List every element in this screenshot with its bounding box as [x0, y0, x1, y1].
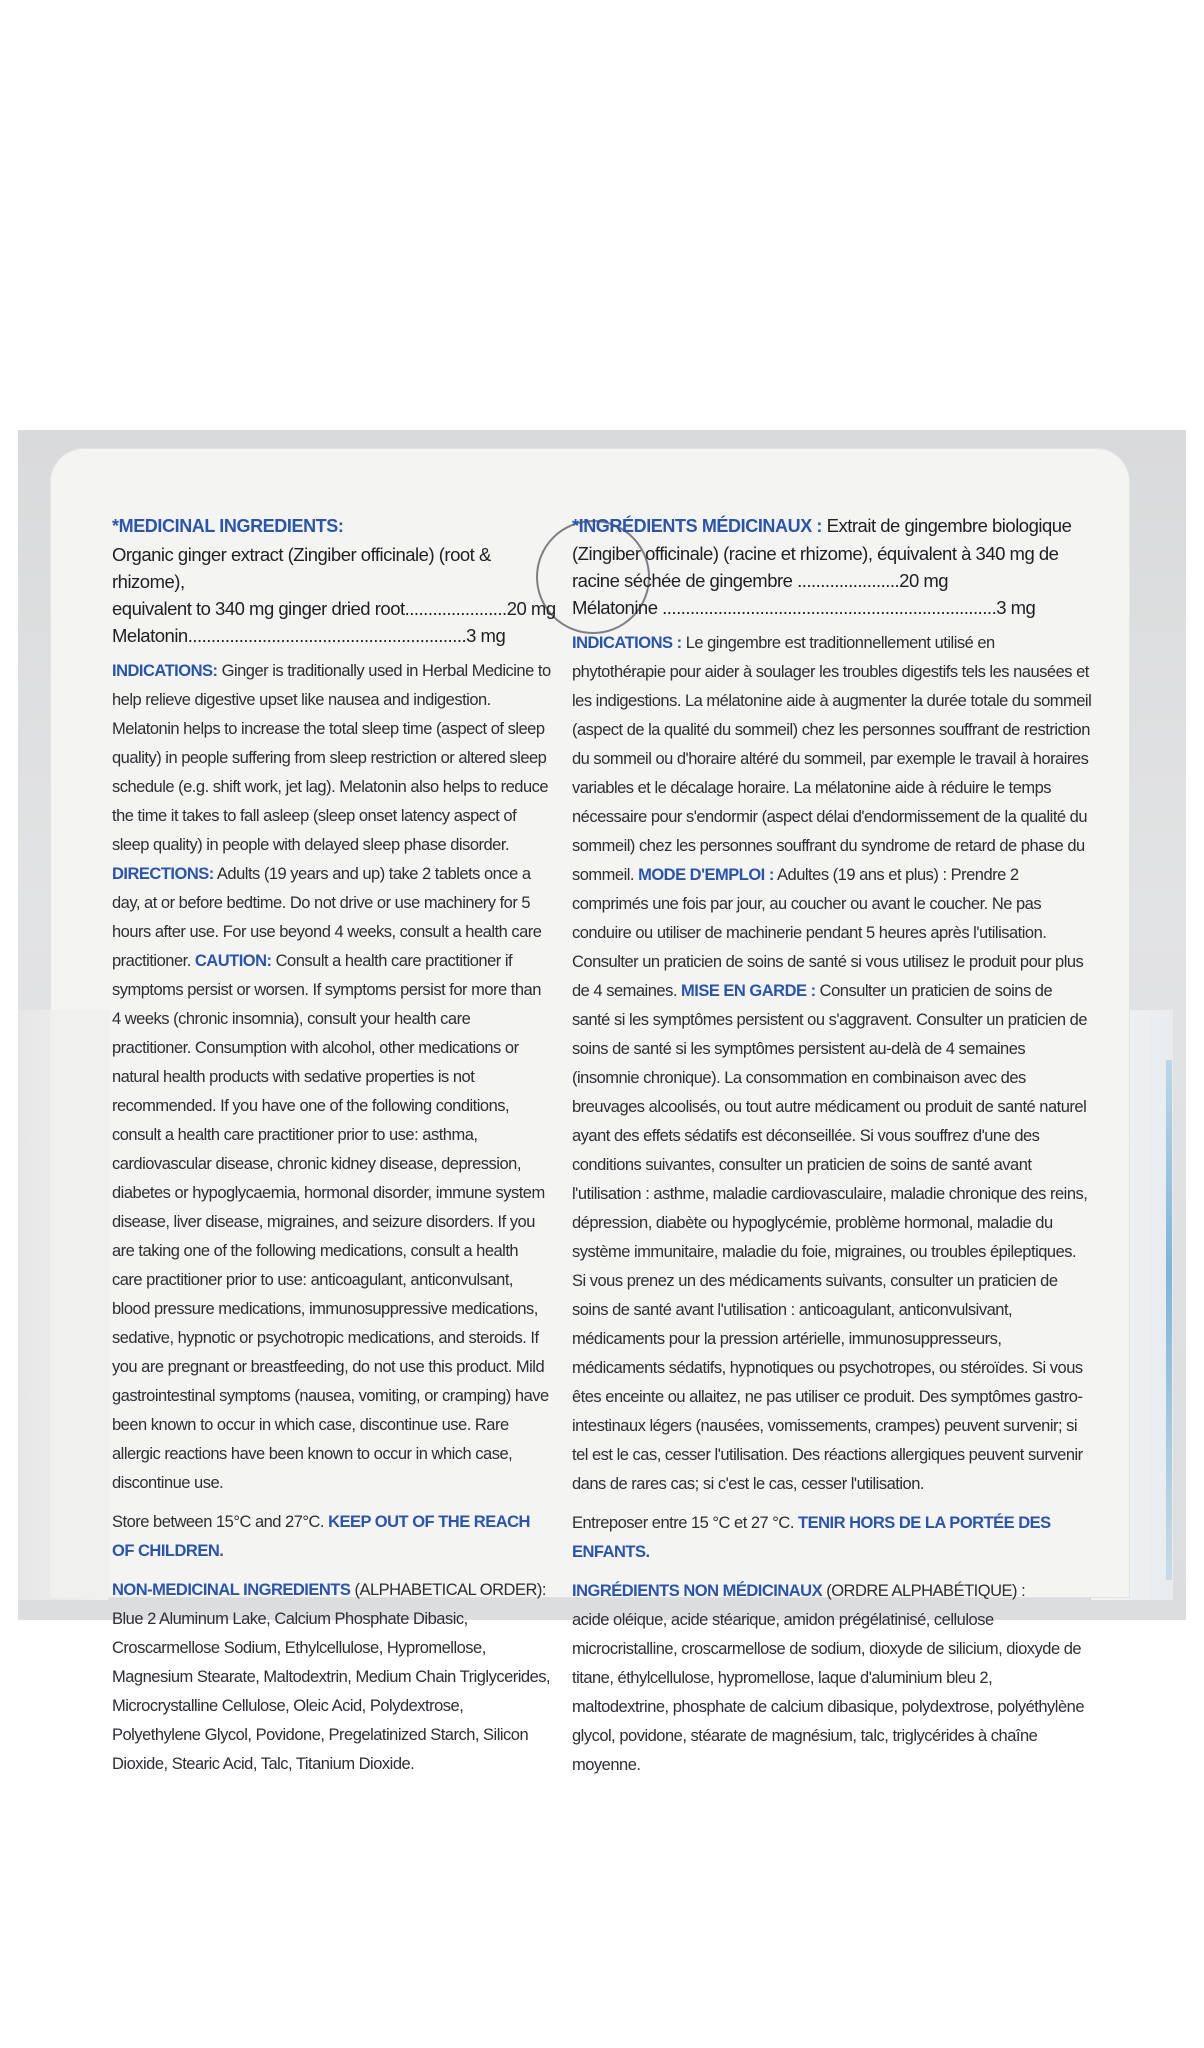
- directions-text: Adults (19 years and up) take 2 tablets once a day, at or before bedtime. Do not drive or use machinery for 5 hours after use. For use beyond 4 weeks, consult a health care practitioner.: [112, 865, 542, 970]
- ginger-ingredient-line-1: Organic ginger extract (Zingiber officinale) (root & rhizome),: [112, 544, 491, 592]
- keep-out-warning-fr: TENIR HORS DE LA PORTÉE DES ENFANTS.: [572, 1514, 1051, 1561]
- storage-paragraph-fr: [572, 1509, 1092, 1567]
- directions-label: DIRECTIONS:: [112, 865, 214, 883]
- label-panel-fold: [50, 1010, 110, 1598]
- directions-text-fr: Adultes (19 ans et plus) : Prendre 2 comprimés une fois par jour, au coucher ou avant le coucher. Ne pas conduire ou utiliser de machinerie pendant 5 heures après l'utilisation. Consulter un praticien de soins de santé si vous utilisez le produit pour plus de 4 semaines.: [572, 866, 1084, 1000]
- medicinal-ingredients-text-fr: Extrait de gingembre biologique (Zingiber officinale) (racine et rhizome), équivalent à 340 mg de racine séchée de gingembre ......................20 mg: [572, 515, 1072, 591]
- non-medicinal-order-fr: (ORDRE ALPHABÉTIQUE) :: [822, 1582, 1026, 1600]
- english-label-column: [112, 512, 556, 1779]
- indications-paragraph-fr: [572, 629, 1092, 1499]
- storage-paragraph: [112, 1508, 552, 1566]
- medicinal-ingredients-heading-fr: *INGRÉDIENTS MÉDICINAUX :: [572, 516, 823, 536]
- medicinal-ingredients-heading: *MEDICINAL INGREDIENTS:: [112, 516, 344, 536]
- non-medicinal-label: NON-MEDICINAL INGREDIENTS: [112, 1581, 351, 1599]
- indications-label-fr: INDICATIONS :: [572, 634, 682, 652]
- melatonin-ingredient-line: Melatonin............................................................3 mg: [112, 625, 506, 646]
- storage-text: Store between 15°C and 27°C.: [112, 1513, 329, 1531]
- directions-label-fr: MODE D'EMPLOI :: [638, 866, 774, 884]
- non-medicinal-heading-fr: [572, 1577, 1092, 1606]
- indications-label: INDICATIONS:: [112, 662, 218, 680]
- indications-text: Ginger is traditionally used in Herbal Medicine to help relieve digestive upset like nausea and indigestion. Melatonin helps to increase the total sleep time (aspect of sleep quality) in people suffering from sleep restriction or altered sleep schedule (e.g. shift work, jet lag). Melatonin also helps to reduce the time it takes to fall asleep (sleep onset latency aspect of sleep quality) in people with delayed sleep phase disorder.: [112, 662, 551, 854]
- indications-text-fr: Le gingembre est traditionnellement utilisé en phytothérapie pour aider à soulager les troubles digestifs tels les nausées et les indigestions. La mélatonine aide à augmenter la durée totale du sommeil (aspect de la qualité du sommeil) chez les personnes souffrant de restriction du sommeil ou d'horaire altéré du sommeil, par exemple le travail à horaires variables et le décalage horaire. La mélatonine aide à réduire le temps nécessaire pour s'endormir (aspect délai d'endormissement de la qualité du sommeil) chez les personnes souffrant du syndrome de retard de phase du sommeil.: [572, 634, 1092, 884]
- french-label-column: [572, 512, 1092, 1780]
- storage-text-fr: Entreposer entre 15 °C et 27 °C.: [572, 1514, 798, 1532]
- ginger-ingredient-line-2: equivalent to 340 mg ginger dried root......................20 mg: [112, 598, 556, 619]
- non-medicinal-label-fr: INGRÉDIENTS NON MÉDICINAUX: [572, 1582, 823, 1600]
- non-medicinal-list: Blue 2 Aluminum Lake, Calcium Phosphate Dibasic, Croscarmellose Sodium, Ethylcellulose, Hypromellose, Magnesium Stearate, Maltodextrin, Medium Chain Triglycerides, Microcrystalline Cellulose, Oleic Acid, Polydextrose, Polyethylene Glycol, Povidone, Pregelatinized Starch, Silicon Dioxide, Stearic Acid, Talc, Titanium Dioxide.: [112, 1610, 551, 1773]
- caution-label: CAUTION:: [194, 952, 272, 970]
- caution-label-fr: MISE EN GARDE :: [680, 982, 816, 1000]
- indications-paragraph: [112, 657, 552, 1498]
- caution-text-fr: Consulter un praticien de soins de santé si les symptômes persistent ou s'aggravent. Consulter un praticien de soins de santé si les symptômes persistent au-delà de 4 semaines (insomnie chronique). La consommation en combinaison avec des breuvages alcoolisés, ou tout autre médicament ou produit de santé naturel ayant des effets sédatifs est déconseillée. Si vous souffrez d'une des conditions suivantes, consulter un praticien de soins de santé avant l'utilisation : asthme, maladie cardiovasculaire, maladie chronique des reins, dépression, diabète ou hypoglycémie, problème hormonal, maladie du système immunitaire, maladie du foie, migraines, ou troubles épileptiques. Si vous prenez un des médicaments suivants, consulter un praticien de soins de santé avant l'utilisation : anticoagulant, anticonvulsivant, médicaments pour la pression artérielle, immunosuppresseurs, médicaments sédatifs, hypnotiques ou psychotropes, ou stéroïdes. Si vous êtes enceinte ou allaitez, ne pas utiliser ce produit. Des symptômes gastro-intestinaux légers (nausées, vomissements, crampes) peuvent survenir; si tel est le cas, cesser l'utilisation. Des réactions allergiques peuvent survenir dans de rares cas; si c'est le cas, cesser l'utilisation.: [572, 982, 1088, 1493]
- box-edge-accent: [1166, 1060, 1172, 1580]
- non-medicinal-heading: [112, 1576, 552, 1605]
- keep-out-warning: KEEP OUT OF THE REACH OF CHILDREN.: [112, 1513, 530, 1560]
- non-medicinal-list-fr: acide oléique, acide stéarique, amidon prégélatinisé, cellulose microcristalline, croscarmellose de sodium, dioxyde de silicium, dioxyde de titane, éthylcellulose, hypromellose, laque d'aluminium bleu 2, maltodextrine, phosphate de calcium dibasique, polydextrose, polyéthylène glycol, povidone, stéarate de magnésium, talc, triglycérides à chaîne moyenne.: [572, 1611, 1085, 1774]
- medicinal-ingredients-fr: [572, 512, 1092, 594]
- non-medicinal-order: (ALPHABETICAL ORDER):: [350, 1581, 546, 1599]
- caution-text: Consult a health care practitioner if symptoms persist or worsen. If symptoms persist for more than 4 weeks (chronic insomnia), consult your health care practitioner. Consumption with alcohol, other medications or natural health products with sedative properties is not recommended. If you have one of the following conditions, consult a health care practitioner prior to use: asthma, cardiovascular disease, chronic kidney disease, depression, diabetes or hypoglycaemia, hormonal disorder, immune system disease, liver disease, migraines, and seizure disorders. If you are taking one of the following medications, consult a health care practitioner prior to use: anticoagulant, anticonvulsant, blood pressure medications, immunosuppressive medications, sedative, hypnotic or psychotropic medications, and steroids. If you are pregnant or breastfeeding, do not use this product. Mild gastrointestinal symptoms (nausea, vomiting, or cramping) have been known to occur in which case, discontinue use. Rare allergic reactions have been known to occur in which case, discontinue use.: [112, 952, 549, 1492]
- melatonin-ingredient-line-fr: Mélatonine ........................................................................3 mg: [572, 597, 1036, 618]
